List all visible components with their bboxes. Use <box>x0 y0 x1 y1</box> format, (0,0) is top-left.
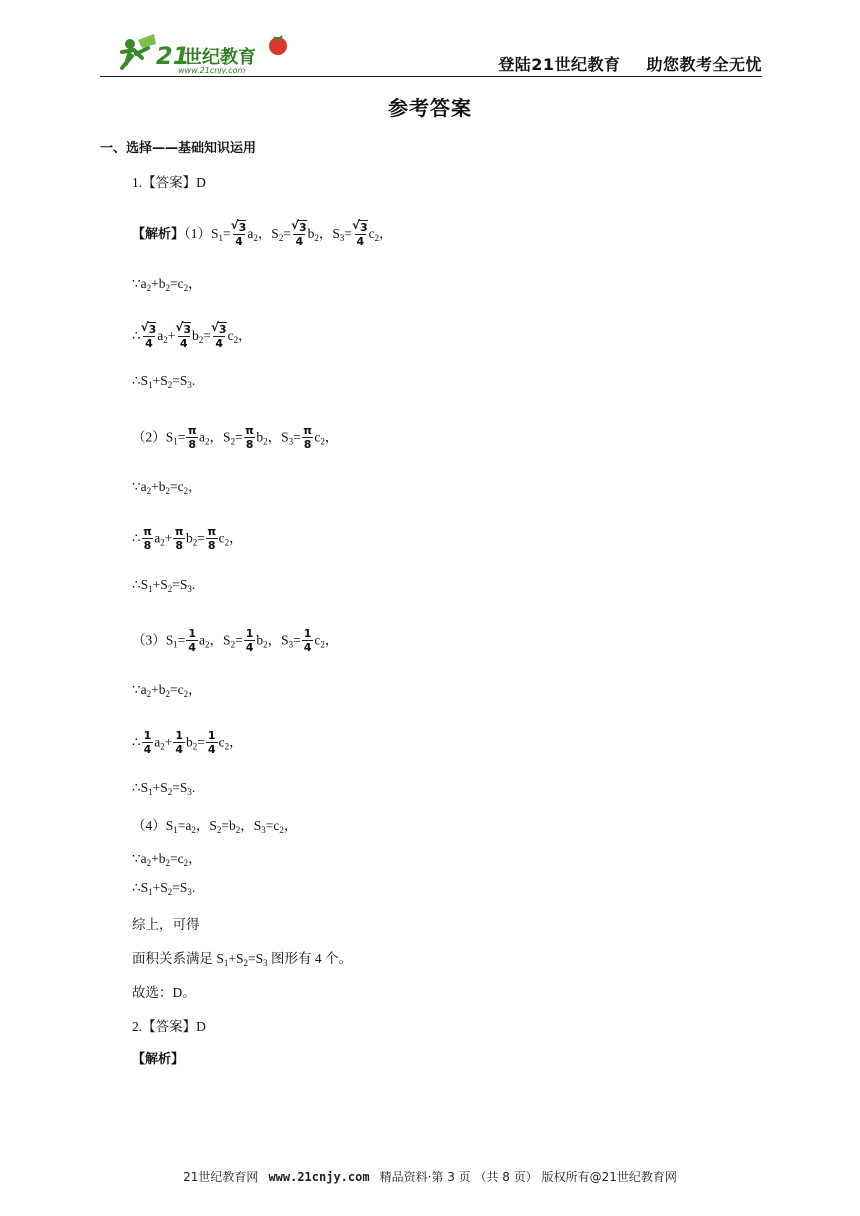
q1-analysis-1: 【解析】$(1)S_1=$ √ $\frac{3}{4}$ $a_2$，$S_2=$ √ $\frac{3}{4}$ $b_2$，$S_3=$ √ $\frac{3}{4}$ $c_2$， <box>132 221 393 249</box>
therefore-line: ∴ $\frac{1}{4}$ $a_2+$ $\frac{1}{4}$ $b_2=$ $\frac{1}{4}$ $c_2$， <box>132 729 243 756</box>
q1-analysis-3: $(3)S_1=$ $\frac{1}{4}$ $a_2$，$S_2=$ $\frac{1}{4}$ $b_2$，$S_3=$ $\frac{1}{4}$ $c_2$， <box>132 627 339 654</box>
because-line: $\because a_2+b_2=c_2$， <box>132 851 202 868</box>
svg-text:世纪教育: 世纪教育 <box>184 47 256 68</box>
svg-text:21: 21 <box>156 42 190 70</box>
fraction-sqrt3-over-4: √ $\frac{3}{4}$ <box>292 220 307 248</box>
site-logo <box>108 30 298 74</box>
header-motto-text: 助您教考全无忧 <box>646 55 762 74</box>
fraction-sqrt3-over-4: √ $\frac{3}{4}$ <box>232 220 247 248</box>
because-line: $\because a_2+b_2=c_2$， <box>132 276 202 293</box>
q1-answer: 1.【答案】D <box>132 175 206 190</box>
header-login-text: 登陆21世纪教育 <box>498 55 621 74</box>
footer-left: 21世纪教育网 <box>183 1170 259 1184</box>
analysis-label: 【解析】 <box>132 227 185 243</box>
summary-result: 面积关系满足 $S_1+S_2=S_3$ 图形有 4 个。 <box>132 951 353 968</box>
summary-line: 综上，可得 <box>132 917 200 932</box>
q1-analysis-4: $(4)S_1=a_2$，$S_2=b_2$，$S_3=c_2$， <box>132 818 298 835</box>
q1-analysis-2: $(2)S_1=$ $\frac{\pi}{8}$ $a_2$，$S_2=$ $\frac{\pi}{8}$ $b_2$，$S_3=$ $\frac{\pi}{8}$ $c_2$， <box>132 424 339 451</box>
svg-text:www.21cnjy.com: www.21cnjy.com <box>178 66 246 74</box>
choice-line: 故选：D。 <box>132 985 196 1000</box>
page-footer <box>0 1168 860 1185</box>
footer-right: 精品资料·第 3 页 （共 8 页） 版权所有@21世纪教育网 <box>379 1170 677 1184</box>
q2-answer: 2.【答案】D <box>132 1019 206 1034</box>
fraction-sqrt3-over-4: √ $\frac{3}{4}$ <box>353 220 368 248</box>
header-slogan <box>498 52 762 75</box>
conclusion-line: $\therefore S_1+S_2=S_3$. <box>132 577 196 594</box>
therefore-line: ∴ √ $\frac{3}{4}$ $a_2+$ √ $\frac{3}{4}$ $b_2=$ √ $\frac{3}{4}$ $c_2$， <box>132 323 252 351</box>
page-header <box>100 28 762 77</box>
section-heading: 一、选择——基础知识运用 <box>100 141 257 156</box>
conclusion-line: $\therefore S_1+S_2=S_3$. <box>132 880 196 897</box>
conclusion-line: $\therefore S_1+S_2=S_3$. <box>132 780 196 797</box>
page-title: 参考答案 <box>388 96 472 120</box>
q2-analysis-label: 【解析】 <box>132 1052 185 1067</box>
therefore-line: ∴ $\frac{\pi}{8}$ $a_2+$ $\frac{\pi}{8}$ $b_2=$ $\frac{\pi}{8}$ $c_2$， <box>132 525 243 552</box>
because-line: $\because a_2+b_2=c_2$， <box>132 682 202 699</box>
because-line: $\because a_2+b_2=c_2$， <box>132 479 202 496</box>
footer-site-link[interactable]: www.21cnjy.com <box>268 1170 370 1184</box>
conclusion-line: $\therefore S_1+S_2=S_3$. <box>132 373 196 390</box>
